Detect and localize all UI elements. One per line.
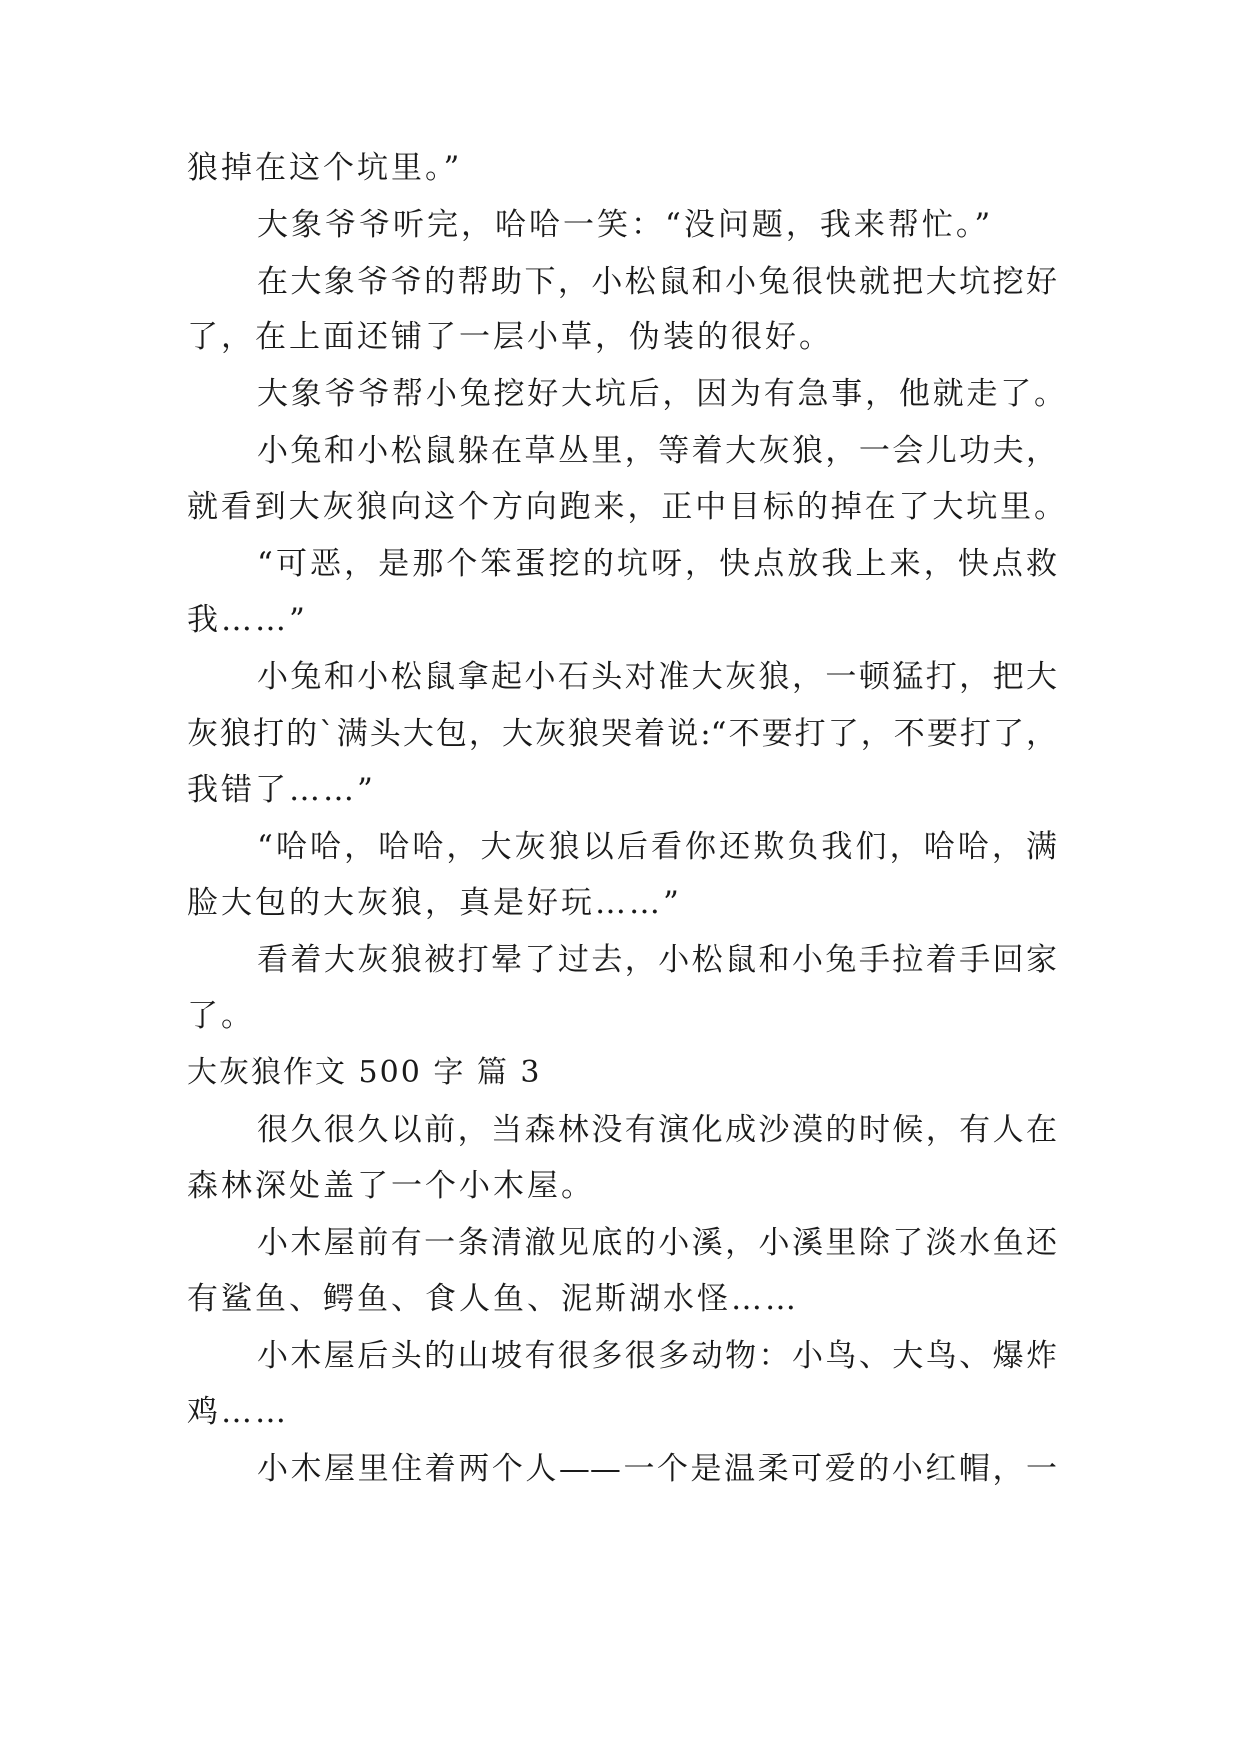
text-line: 灰狼打的`满头大包，大灰狼哭着说:“不要打了，不要打了， xyxy=(187,716,1057,752)
text-line: 狼掉在这个坑里。” xyxy=(187,150,463,186)
text-line: 大象爷爷帮小兔挖好大坑后，因为有急事，他就走了。 xyxy=(257,376,1065,412)
text-line: 在大象爷爷的帮助下，小松鼠和小兔很快就把大坑挖好 xyxy=(257,264,1057,300)
text-line: 看着大灰狼被打晕了过去，小松鼠和小兔手拉着手回家 xyxy=(257,942,1057,978)
text-line: 我错了……” xyxy=(187,772,376,808)
text-line: 小木屋里住着两个人——一个是温柔可爱的小红帽，一 xyxy=(257,1451,1057,1487)
text-line: 脸大包的大灰狼，真是好玩……” xyxy=(187,885,682,921)
text-line: 了。 xyxy=(187,998,255,1034)
text-line: 森林深处盖了一个小木屋。 xyxy=(187,1168,595,1204)
text-line: 很久很久以前，当森林没有演化成沙漠的时候，有人在 xyxy=(257,1112,1057,1148)
text-line: 小木屋后头的山坡有很多很多动物：小鸟、大鸟、爆炸 xyxy=(257,1338,1057,1374)
text-line: 鸡…… xyxy=(187,1394,289,1430)
text-line: 小兔和小松鼠躲在草丛里，等着大灰狼，一会儿功夫， xyxy=(257,433,1057,469)
text-line: “可恶，是那个笨蛋挖的坑呀，快点放我上来，快点救 xyxy=(257,546,1057,582)
section-heading: 大灰狼作文 500 字 篇 3 xyxy=(187,1055,542,1090)
text-line: 就看到大灰狼向这个方向跑来，正中目标的掉在了大坑里。 xyxy=(187,489,1065,525)
text-line: 小木屋前有一条清澈见底的小溪，小溪里除了淡水鱼还 xyxy=(257,1225,1057,1261)
text-line: 小兔和小松鼠拿起小石头对准大灰狼，一顿猛打，把大 xyxy=(257,659,1057,695)
text-line: 大象爷爷听完，哈哈一笑：“没问题，我来帮忙。” xyxy=(257,207,994,243)
text-line: 有鲨鱼、鳄鱼、食人鱼、泥斯湖水怪…… xyxy=(187,1281,799,1317)
text-line: “哈哈，哈哈，大灰狼以后看你还欺负我们，哈哈，满 xyxy=(257,829,1057,865)
text-line: 我……” xyxy=(187,602,308,638)
text-line: 了，在上面还铺了一层小草，伪装的很好。 xyxy=(187,319,833,355)
